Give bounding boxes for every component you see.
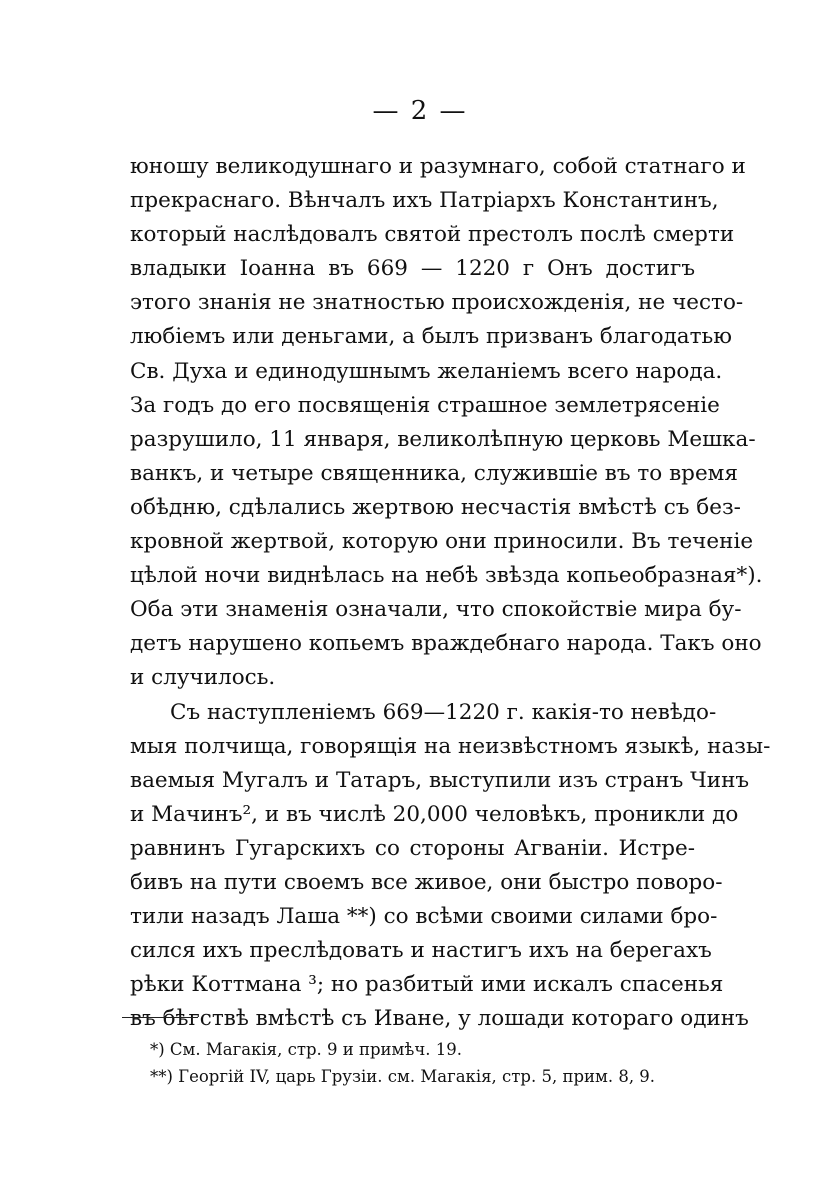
text-line: который наслѣдовалъ святой престолъ послѣ смерти: [130, 222, 735, 248]
text-line: Св. Духа и единодушнымъ желаніемъ всего народа.: [130, 358, 723, 384]
footnote: **) Георгій IV, царь Грузіи. см. Магакія, стр. 5, прим. 8, 9.: [150, 1067, 656, 1086]
footnotes: [150, 1036, 690, 1090]
text-line: детъ нарушено копьемъ враждебнаго народа. Такъ оно: [130, 631, 762, 657]
text-line: сился ихъ преслѣдовать и настигъ ихъ на берегахъ: [130, 938, 712, 964]
text-line: кровной жертвой, которую они приносили. Въ теченіе: [130, 529, 754, 555]
text-line: ваемыя Мугалъ и Татаръ, выступили изъ странъ Чинъ: [130, 767, 750, 793]
text-line: ванкъ, и четыре священника, служившіе въ то время: [130, 460, 738, 486]
text-line: цѣлой ночи виднѣлась на небѣ звѣзда копьеобразная*).: [130, 563, 763, 589]
text-line: любіемъ или деньгами, а былъ призванъ благодатью: [130, 324, 732, 350]
text-line: равнинъ Гугарскихъ со стороны Агваніи. Истре-: [130, 835, 695, 861]
page-number: — 2 —: [372, 96, 468, 126]
text-line: и Мачинъ², и въ числѣ 20,000 человѣкъ, проникли до: [130, 801, 739, 827]
text-line: этого знанія не знатностью происхожденія, не често-: [130, 290, 744, 316]
text-line: разрушило, 11 января, великолѣпную церковь Мешка-: [130, 426, 756, 452]
footnote: *) См. Магакія, стр. 9 и примѣч. 19.: [150, 1040, 462, 1059]
text-line: тили назадъ Лаша **) со всѣми своими силами бро-: [130, 904, 718, 930]
text-line: Оба эти знаменія означали, что спокойствіе мира бу-: [130, 597, 742, 623]
text-line: бивъ на пути своемъ все живое, они быстро поворо-: [130, 869, 723, 895]
text-line: Съ наступленіемъ 669—1220 г. какія-то невѣдо-: [170, 699, 717, 725]
text-line: владыки Іоанна въ 669 — 1220 г Онъ достигъ: [130, 256, 695, 282]
body-text: [130, 150, 771, 1036]
text-line: прекраснаго. Вѣнчалъ ихъ Патріархъ Константинъ,: [130, 188, 719, 214]
footnote-rule: [122, 1017, 198, 1018]
text-line: обѣдню, сдѣлались жертвою несчастія вмѣстѣ съ без-: [130, 494, 741, 520]
text-line: За годъ до его посвященія страшное землетрясеніе: [130, 392, 720, 418]
text-line: рѣки Коттмана ³; но разбитый ими искалъ спасенья: [130, 972, 724, 998]
text-line: и случилось.: [130, 665, 276, 691]
text-line: юношу великодушнаго и разумнаго, собой статнаго и: [130, 154, 746, 179]
text-line: мыя полчища, говорящія на неизвѣстномъ языкѣ, назы-: [130, 733, 771, 759]
text-line: въ бѣгствѣ вмѣстѣ съ Иване, у лошади котораго одинъ: [130, 1006, 749, 1032]
